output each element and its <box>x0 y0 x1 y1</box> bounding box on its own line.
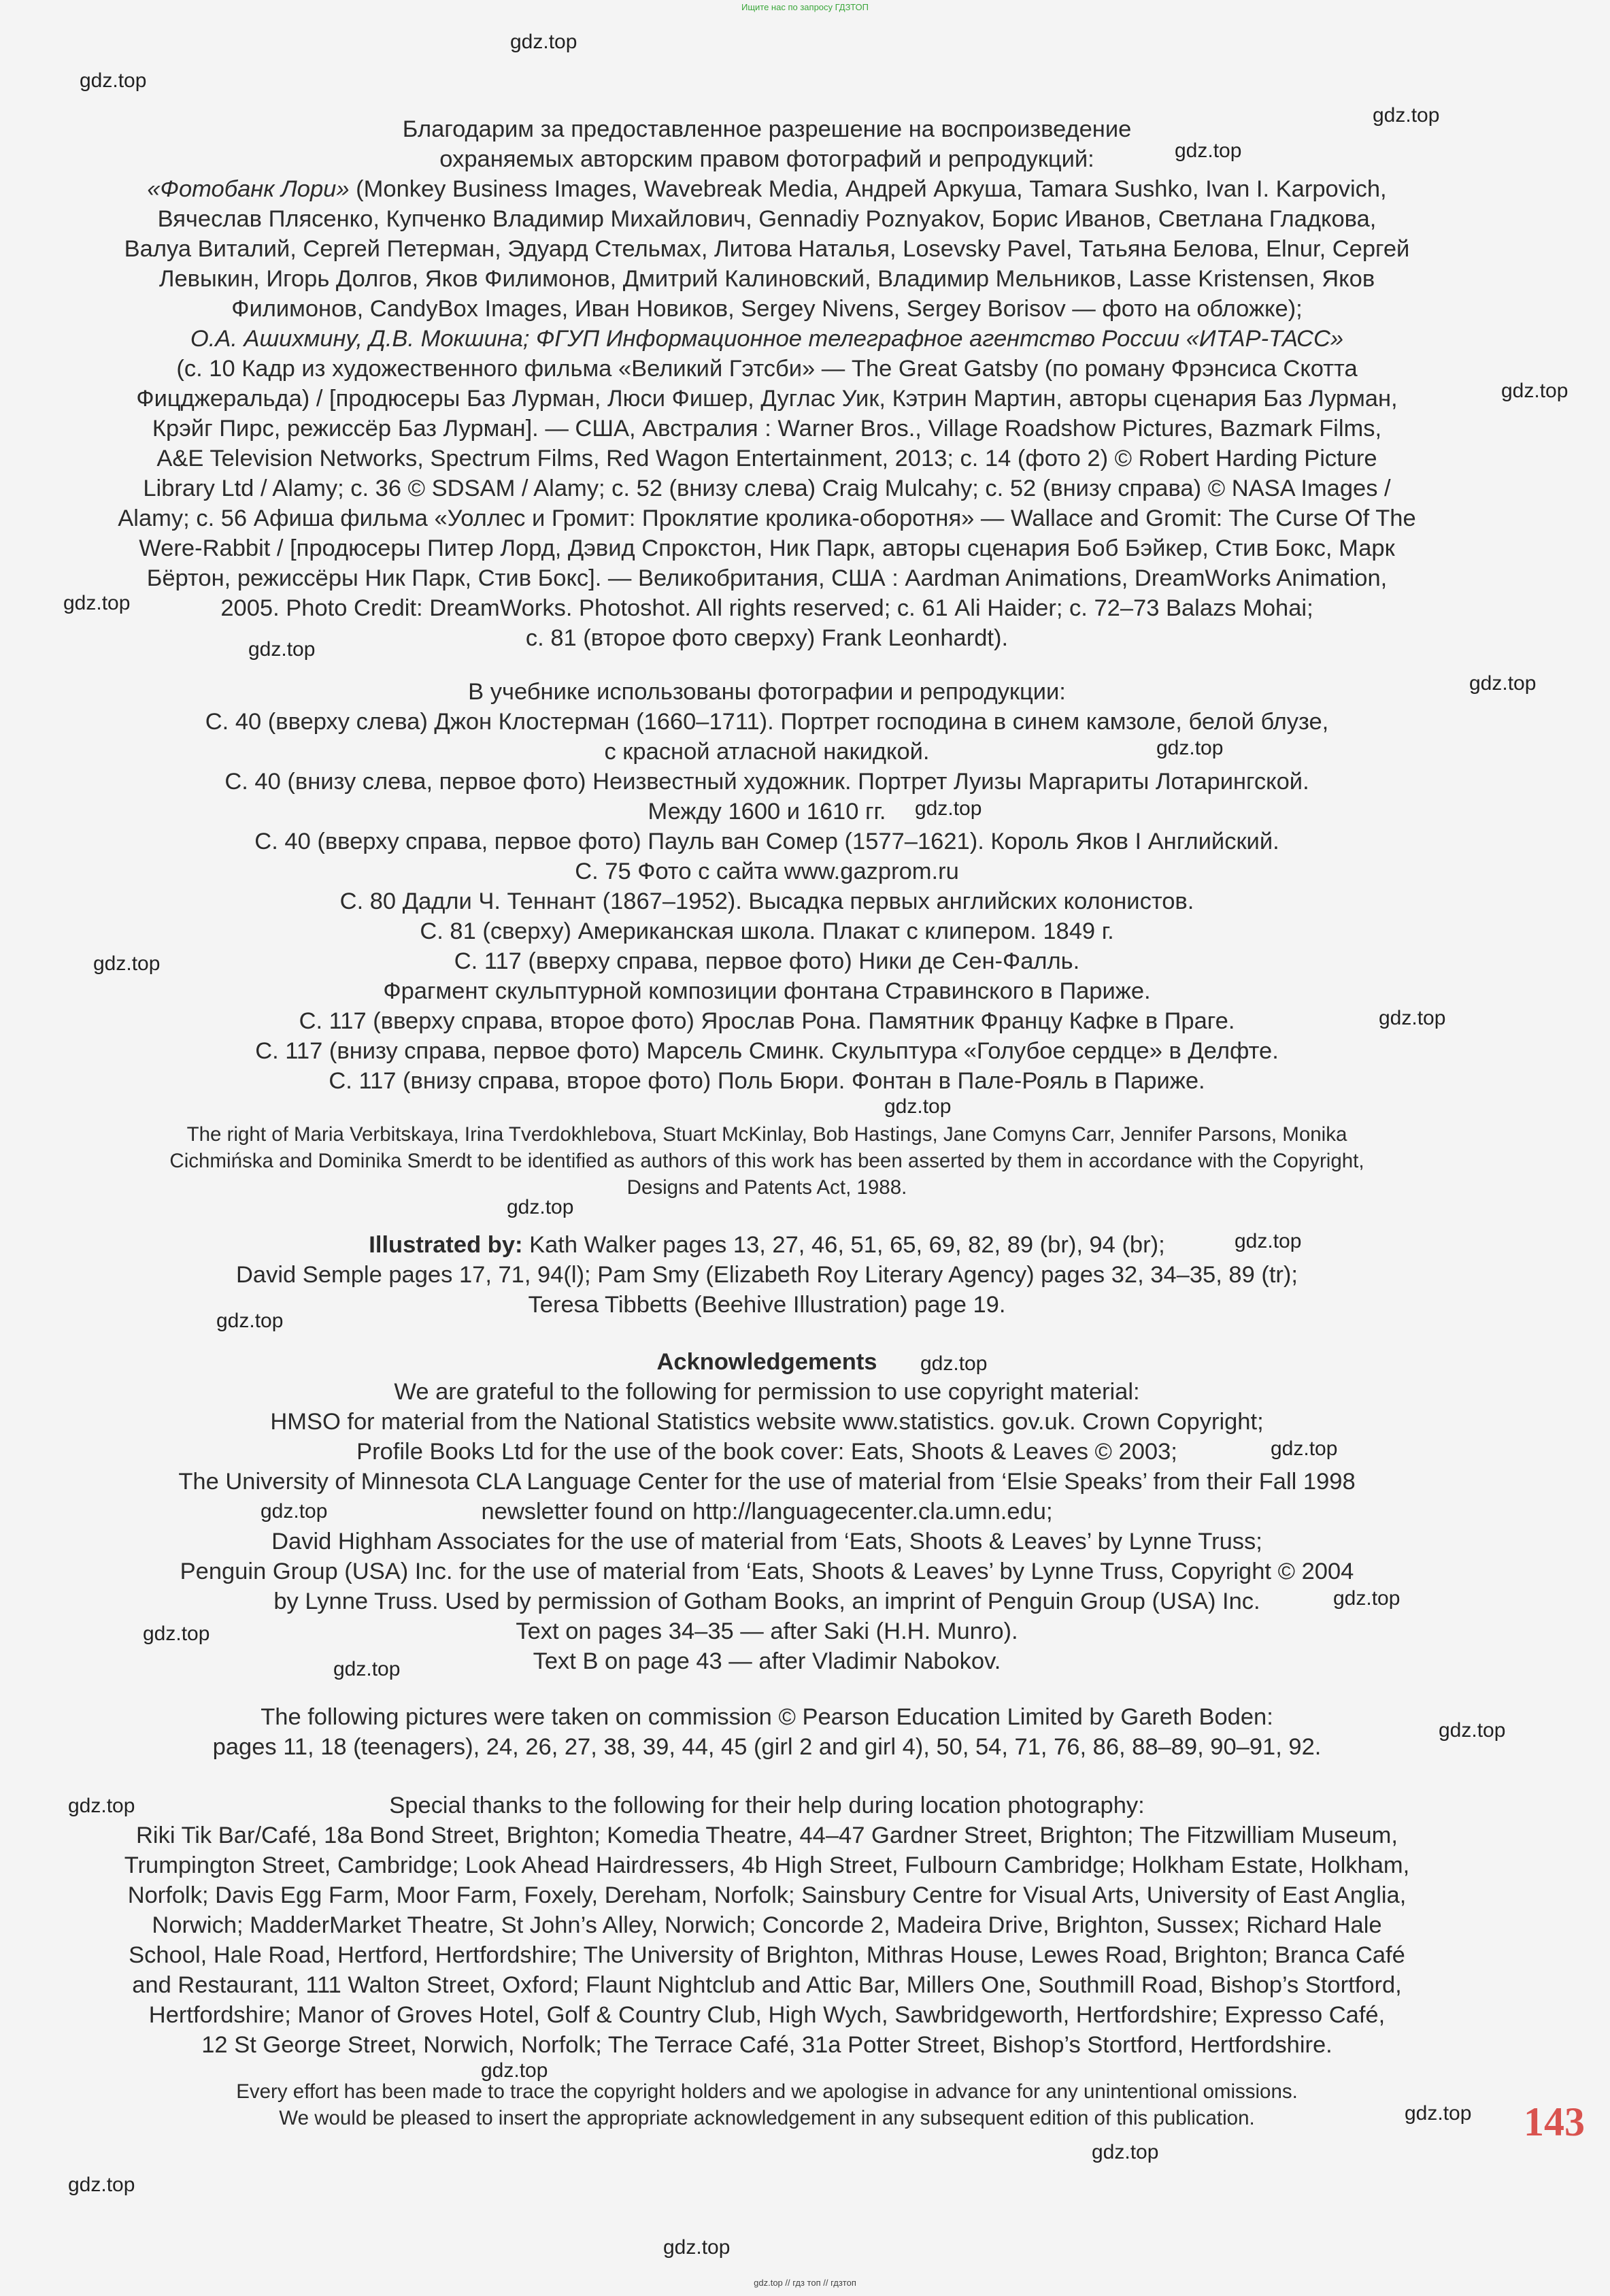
watermark: gdz.top <box>915 797 982 820</box>
illustrated-label: Illustrated by: <box>369 1232 523 1258</box>
text-line: С. 117 (внизу справа, первое фото) Марсель Сминк. Скульптура «Голубое сердце» в Делфте. <box>255 1038 1279 1064</box>
watermark: gdz.top <box>663 2236 731 2259</box>
text-line: В учебнике использованы фотографии и репродукции: <box>468 679 1066 705</box>
text-line: We are grateful to the following for permission to use copyright material: <box>394 1379 1140 1405</box>
text-line: David Semple pages 17, 71, 94(l); Pam Smy (Elizabeth Roy Literary Agency) pages 32, 34–35, 89 (tr); <box>236 1262 1298 1288</box>
page-number: 143 <box>1524 2099 1585 2144</box>
text-line: Фрагмент скульптурной композиции фонтана Стравинского в Париже. <box>383 978 1151 1004</box>
photo-credits-ru <box>27 114 1507 653</box>
watermark: gdz.top <box>80 69 147 92</box>
text-line: Cichmińska and Dominika Smerdt to be identified as authors of this work has been asserted by them in accordance with the Copyright, <box>169 1150 1364 1172</box>
text-line: The University of Minnesota CLA Language Center for the use of material from ‘Elsie Speaks’ from their Fall 1998 <box>178 1469 1356 1495</box>
special-thanks <box>27 1791 1507 2060</box>
text-line: Бёртон, режиссёры Ник Парк, Стив Бокс]. — Великобритания, США : Aardman Animations, DreamWorks Animation, <box>146 565 1388 591</box>
text-line: с красной атласной накидкой. <box>604 739 930 765</box>
text-line: Riki Tik Bar/Café, 18a Bond Street, Brighton; Komedia Theatre, 44–47 Gardner Street, Brighton; The Fitzwilliam Museum, <box>136 1823 1398 1848</box>
text-line: (с. 10 Кадр из художественного фильма «Великий Гэтсби» — The Great Gatsby (по роману Фрэнсиса Скотта <box>176 356 1358 382</box>
watermark: gdz.top <box>216 1310 284 1332</box>
acknowledgements-heading: Acknowledgements <box>656 1349 877 1375</box>
watermark: gdz.top <box>481 2059 548 2082</box>
text-line: The right of Maria Verbitskaya, Irina Tverdokhlebova, Stuart McKinlay, Bob Hastings, Jane Comyns Carr, Jennifer Parsons, Monika <box>186 1123 1347 1146</box>
watermark: gdz.top <box>63 592 131 614</box>
text-line: С. 117 (вверху справа, первое фото) Ники де Сен-Фалль. <box>454 948 1080 974</box>
watermark: gdz.top <box>1175 139 1242 162</box>
watermark: gdz.top <box>920 1352 988 1375</box>
watermark: gdz.top <box>248 638 316 661</box>
rights-notice <box>27 1121 1507 1201</box>
text-line: с. 81 (второе фото сверху) Frank Leonhardt). <box>525 625 1009 651</box>
watermark: gdz.top <box>1379 1007 1446 1029</box>
text-line: охраняемых авторским правом фотографий и репродукций: <box>439 146 1094 172</box>
watermark: gdz.top <box>1235 1230 1302 1252</box>
text-line: С. 81 (сверху) Американская школа. Плакат с клипером. 1849 г. <box>420 918 1114 944</box>
text-line: Were-Rabbit / [продюсеры Питер Лорд, Дэвид Спрокстон, Ник Парк, авторы сценария Боб Бэйкер, Стив Бокс, Марк <box>139 535 1395 561</box>
text-line: Валуа Виталий, Сергей Петерман, Эдуард Стельмах, Литова Наталья, Losevsky Pavel, Татьяна Белова, Elnur, Сергей <box>124 236 1410 262</box>
text-line: С. 75 Фото с сайта www.gazprom.ru <box>575 859 959 884</box>
text-line: Profile Books Ltd for the use of the book cover: Eats, Shoots & Leaves © 2003; <box>356 1439 1177 1465</box>
watermark: gdz.top <box>68 2174 135 2196</box>
text-line: Hertfordshire; Manor of Groves Hotel, Golf & Country Club, High Wych, Sawbridgeworth, Hertfordshire; Expresso Café, <box>148 2002 1386 2028</box>
text-line: 12 St George Street, Norwich, Norfolk; The Terrace Café, 31a Potter Street, Bishop’s Stortford, Hertfordshire. <box>201 2032 1332 2058</box>
acknowledgements <box>27 1347 1507 1676</box>
italic-line: О.А. Ашихмину, Д.В. Мокшина; ФГУП Информационное телеграфное агентство России «ИТАР-ТАСС» <box>190 326 1344 352</box>
text-line: С. 117 (вверху справа, второе фото) Ярослав Рона. Памятник Францу Кафке в Праге. <box>299 1008 1235 1034</box>
watermark: gdz.top <box>1439 1719 1506 1742</box>
text-line: Trumpington Street, Cambridge; Look Ahead Hairdressers, 4b High Street, Fulbourn Cambridge; Holkham Estate, Holkham, <box>124 1852 1410 1878</box>
text-line: Special thanks to the following for their help during location photography: <box>389 1793 1145 1818</box>
text-line: Designs and Patents Act, 1988. <box>626 1176 907 1199</box>
text-line: С. 40 (вверху справа, первое фото) Пауль ван Сомер (1577–1621). Король Яков I Английский. <box>254 829 1279 854</box>
text-line <box>27 324 1507 354</box>
watermark: gdz.top <box>1271 1437 1338 1460</box>
text-line <box>27 1230 1507 1260</box>
text-line: Library Ltd / Alamy; с. 36 © SDSAM / Alamy; с. 52 (внизу слева) Craig Mulcahy; с. 52 (внизу справа) © NASA Images / <box>143 476 1391 501</box>
text-line: Penguin Group (USA) Inc. for the use of material from ‘Eats, Shoots & Leaves’ by Lynne Truss, Copyright © 2004 <box>180 1559 1354 1584</box>
text-line: Вячеслав Плясенко, Купченко Владимир Михайлович, Gennadiy Poznyakov, Борис Иванов, Светлана Гладкова, <box>157 206 1377 232</box>
text-line: David Highham Associates for the use of material from ‘Eats, Shoots & Leaves’ by Lynne Truss; <box>271 1529 1262 1554</box>
watermark: gdz.top <box>1469 672 1537 695</box>
text-line: Norfolk; Davis Egg Farm, Moor Farm, Foxely, Dereham, Norfolk; Sainsbury Centre for Visual Arts, University of East Anglia, <box>127 1882 1407 1908</box>
text-line: Крэйг Пирс, режиссёр Баз Лурман]. — США, Австралия : Warner Bros., Village Roadshow Pictures, Bazmark Films, <box>152 416 1382 442</box>
text-line: School, Hale Road, Hertford, Hertfordshire; The University of Brighton, Mithras House, Lewes Road, Brighton; Branca Café <box>129 1942 1405 1968</box>
text-line: Teresa Tibbetts (Beehive Illustration) page 19. <box>528 1292 1006 1318</box>
text-line: Благодарим за предоставленное разрешение на воспроизведение <box>402 116 1132 142</box>
lori-rest: (Monkey Business Images, Wavebreak Media, Андрей Аркуша, Tamara Sushko, Ivan I. Karpovich, <box>349 176 1387 202</box>
watermark: gdz.top <box>68 1795 135 1817</box>
watermark: gdz.top <box>507 1196 574 1218</box>
text-line: С. 80 Дадли Ч. Теннант (1867–1952). Высадка первых английских колонистов. <box>339 888 1194 914</box>
watermark: gdz.top <box>93 952 161 975</box>
text-line: The following pictures were taken on commission © Pearson Education Limited by Gareth Boden: <box>261 1704 1273 1730</box>
footer-disclaimer <box>27 2078 1507 2131</box>
text-line: and Restaurant, 111 Walton Street, Oxford; Flaunt Nightclub and Attic Bar, Millers One, Southmill Road, Bishop’s Stortford, <box>132 1972 1402 1998</box>
text-line: Every effort has been made to trace the copyright holders and we apologise in advance for any unintentional omissions. <box>236 2080 1298 2103</box>
text-line: С. 117 (внизу справа, второе фото) Поль Бюри. Фонтан в Пале-Рояль в Париже. <box>329 1068 1205 1094</box>
lori-label: «Фотобанк Лори» <box>147 176 350 202</box>
photos-list-ru <box>27 677 1507 1096</box>
text-line: pages 11, 18 (teenagers), 24, 26, 27, 38, 39, 44, 45 (girl 2 and girl 4), 50, 54, 71, 76, 86, 88–89, 90–91, 92. <box>212 1734 1322 1760</box>
text-line: We would be pleased to insert the appropriate acknowledgement in any subsequent edition of this publication. <box>279 2107 1255 2129</box>
watermark: gdz.top <box>1092 2141 1159 2163</box>
watermark: gdz.top <box>884 1095 952 1118</box>
watermark: gdz.top <box>1333 1587 1401 1610</box>
text-line: Norwich; MadderMarket Theatre, St John’s Alley, Norwich; Concorde 2, Madeira Drive, Brighton, Sussex; Richard Hale <box>152 1912 1382 1938</box>
text-line: С. 40 (вверху слева) Джон Клостерман (1660–1711). Портрет господина в синем камзоле, белой блузе, <box>205 709 1329 735</box>
watermark: gdz.top <box>1501 380 1569 402</box>
watermark: gdz.top <box>333 1658 401 1680</box>
text-line: A&E Television Networks, Spectrum Films, Red Wagon Entertainment, 2013; с. 14 (фото 2) © Robert Harding Picture <box>156 446 1377 471</box>
illustrated-rest: Kath Walker pages 13, 27, 46, 51, 65, 69, 82, 89 (br), 94 (br); <box>522 1232 1165 1258</box>
text-line <box>27 174 1507 204</box>
top-search-note: Ищите нас по запросу ГДЗТОП <box>741 2 869 12</box>
watermark: gdz.top <box>510 31 577 53</box>
watermark: gdz.top <box>261 1500 328 1523</box>
text-line: HMSO for material from the National Statistics website www.statistics. gov.uk. Crown Copyright; <box>270 1409 1264 1435</box>
text-line: by Lynne Truss. Used by permission of Gotham Books, an imprint of Penguin Group (USA) Inc. <box>273 1588 1260 1614</box>
text-line: 2005. Photo Credit: DreamWorks. Photoshot. All rights reserved; с. 61 Ali Haider; с. 72–73 Balazs Mohai; <box>220 595 1313 621</box>
text-line: Филимонов, CandyBox Images, Иван Новиков, Sergey Nivens, Sergey Borisov — фото на обложке); <box>231 296 1303 322</box>
watermark: gdz.top <box>1405 2102 1472 2125</box>
text-line: Text B on page 43 — after Vladimir Nabokov. <box>533 1648 1001 1674</box>
text-line: Фицджеральда) / [продюсеры Баз Лурман, Люси Фишер, Дуглас Уик, Кэтрин Мартин, авторы сценария Баз Лурман, <box>136 386 1398 412</box>
text-line: Левыкин, Игорь Долгов, Яков Филимонов, Дмитрий Калиновский, Владимир Мельников, Lasse Kristensen, Яков <box>158 266 1375 292</box>
text-line: Text on pages 34–35 — after Saki (H.H. Munro). <box>516 1618 1018 1644</box>
illustrated-by <box>27 1230 1507 1320</box>
text-line: Между 1600 и 1610 гг. <box>648 799 886 825</box>
text-line: Alamy; с. 56 Афиша фильма «Уоллес и Громит: Проклятие кролика-оборотня» — Wallace and Gromit: The Curse Of The <box>118 505 1416 531</box>
watermark: gdz.top <box>143 1623 210 1645</box>
text-line: С. 40 (внизу слева, первое фото) Неизвестный художник. Портрет Луизы Маргариты Лотарингской. <box>224 769 1309 795</box>
commission-credits <box>27 1702 1507 1762</box>
watermark: gdz.top <box>1156 737 1224 759</box>
watermark: gdz.top <box>1373 104 1440 127</box>
text-line: newsletter found on http://languagecenter.cla.umn.edu; <box>481 1499 1053 1525</box>
bottom-note: gdz.top // гдз топ // гдзтоп <box>754 2278 856 2288</box>
